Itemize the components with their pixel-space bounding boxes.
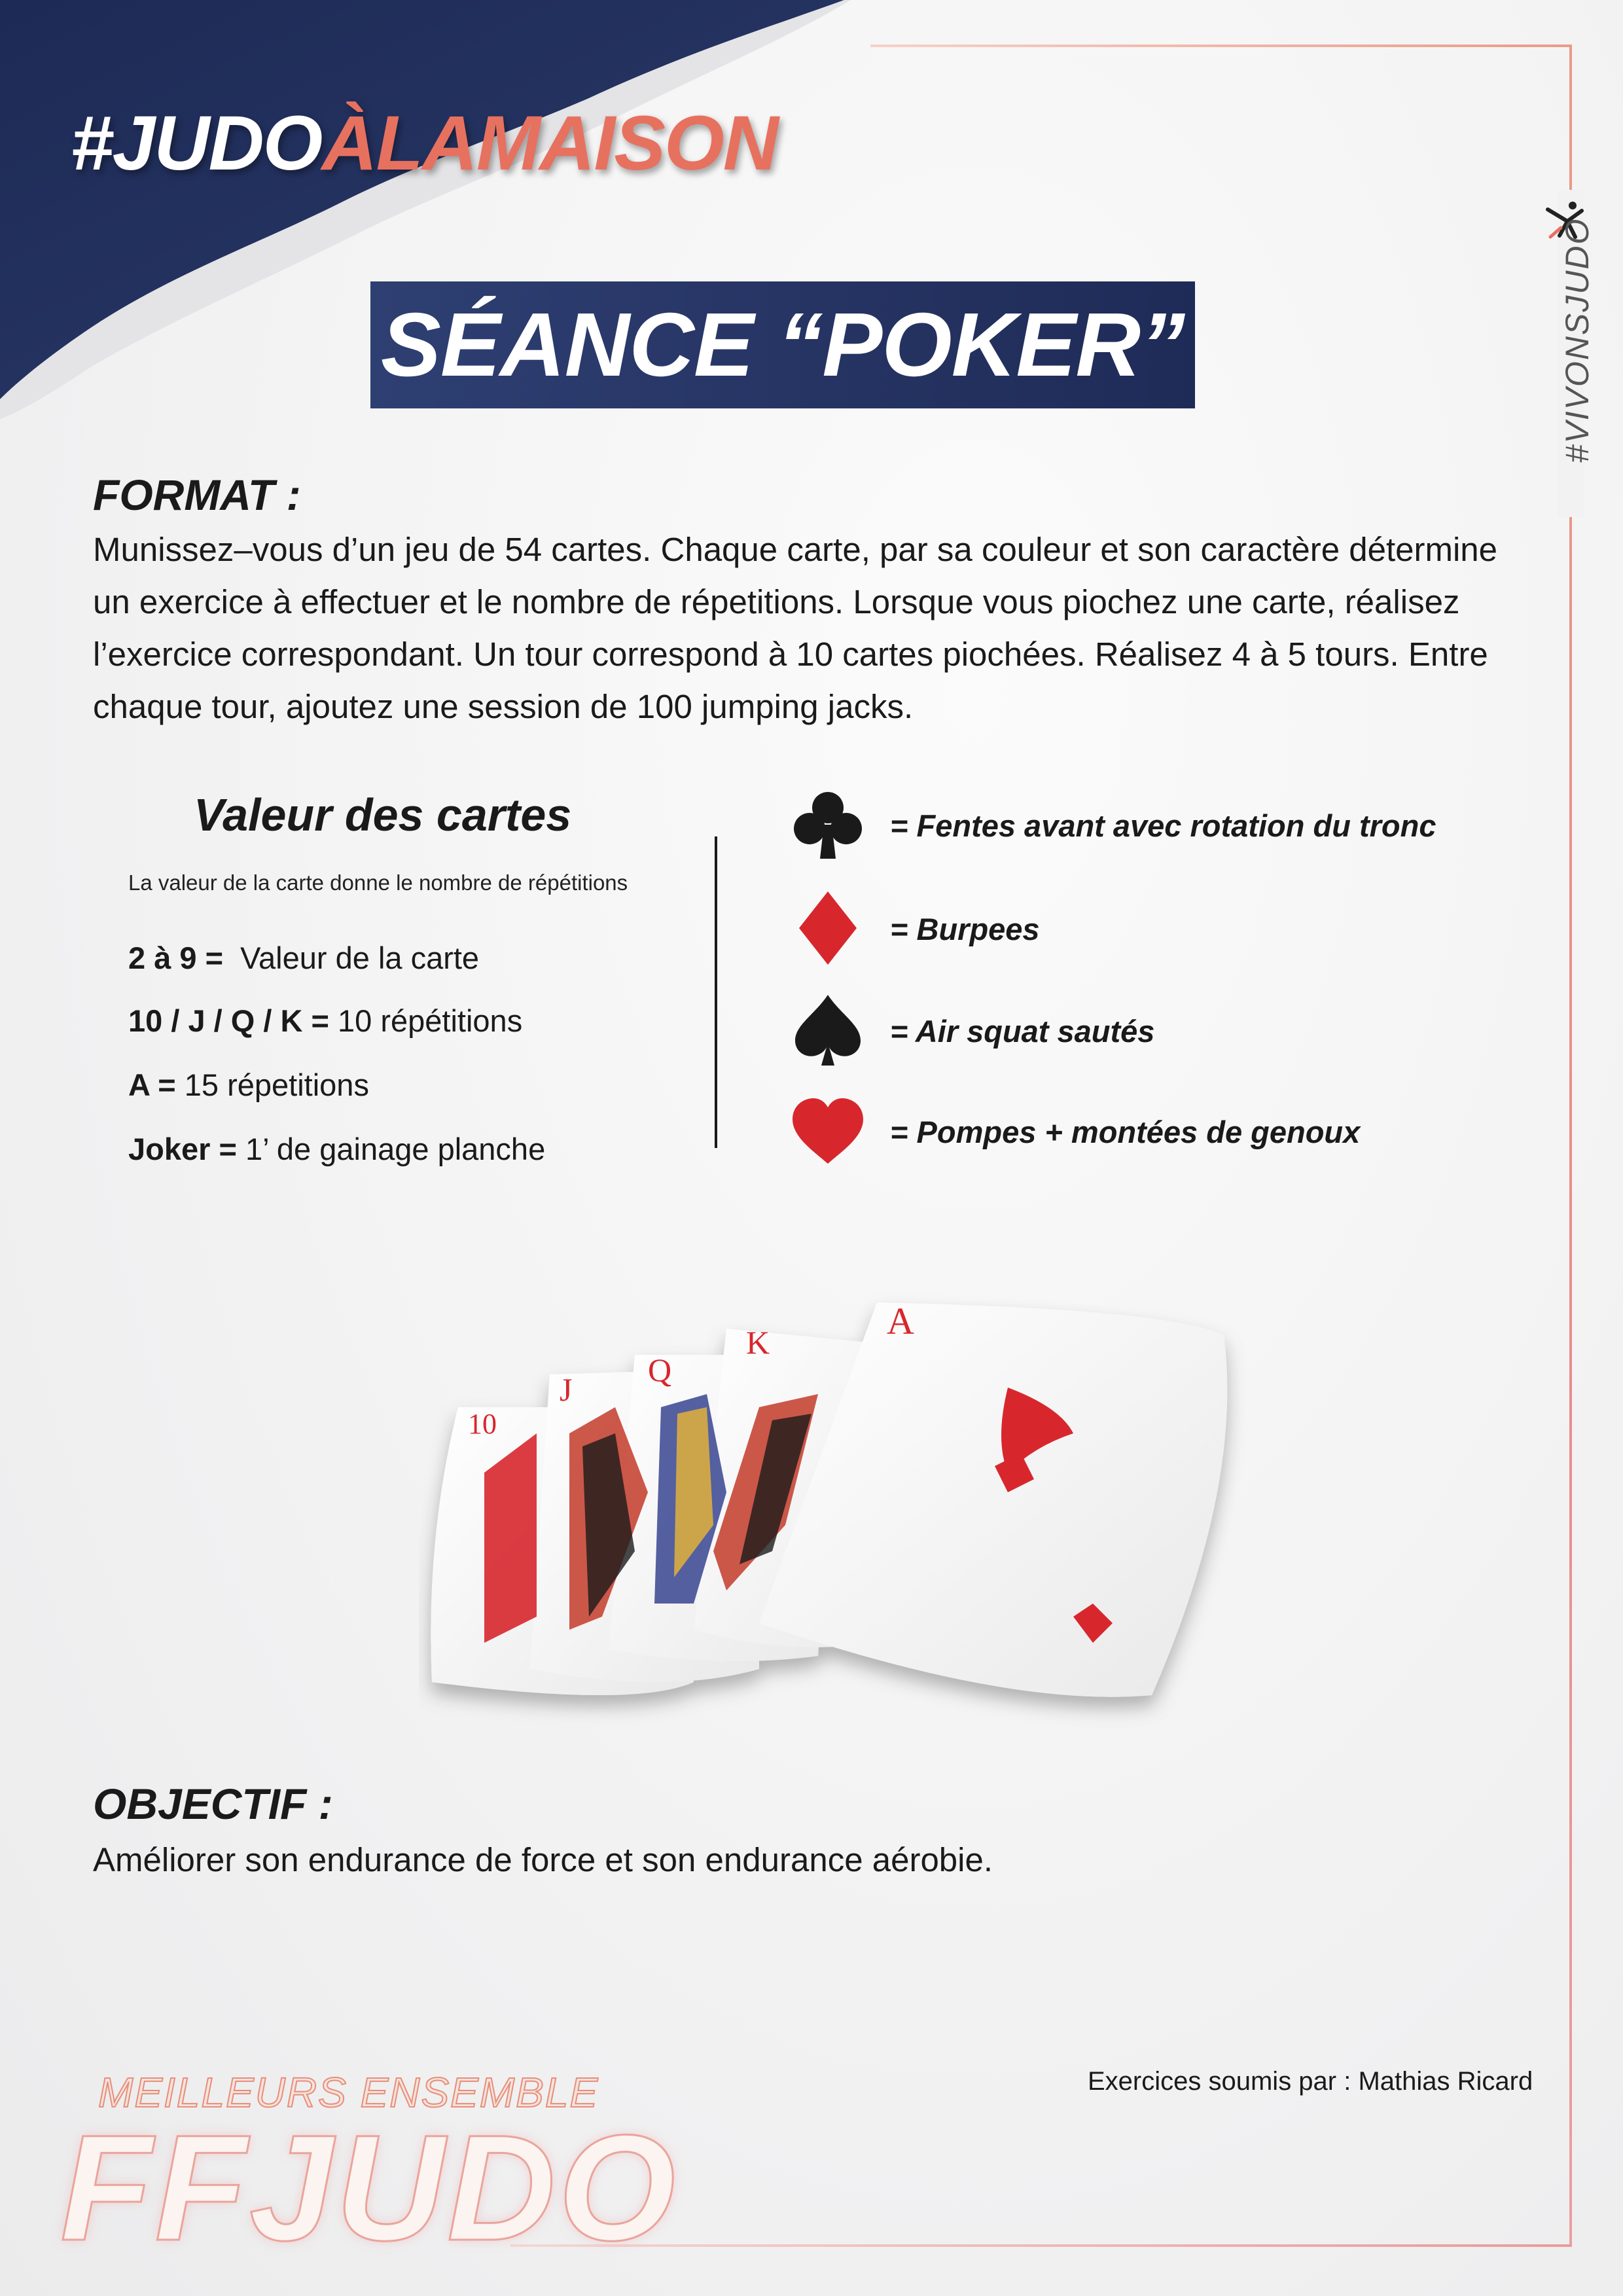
card-rank-a: A [887, 1300, 914, 1342]
club-icon [789, 785, 867, 864]
value-row-label: 2 à 9 = [128, 941, 224, 975]
column-divider [715, 836, 717, 1148]
value-row [128, 1003, 522, 1039]
credit-text: Exercices soumis par : Mathias Ricard [1088, 2067, 1533, 2096]
brand-name: FFJUDO [60, 2104, 678, 2272]
format-heading: FORMAT : [93, 471, 301, 519]
value-row [128, 940, 479, 976]
objectif-heading: OBJECTIF : [93, 1780, 333, 1828]
hashtag-part1: #JUDO [71, 100, 322, 187]
vertical-hashtag-text: #VIVONSJUDO [1559, 217, 1596, 463]
brand-tagline: MEILLEURS ENSEMBLE [98, 2069, 599, 2116]
page-title: SÉANCE “POKER” [380, 294, 1185, 395]
card-rank-j: J [560, 1371, 573, 1408]
heart-icon [789, 1092, 867, 1170]
hashtag-judo-a-la-maison [71, 100, 777, 187]
card-rank-q: Q [648, 1352, 672, 1388]
value-row [128, 1131, 545, 1167]
card-values-subtitle: La valeur de la carte donne le nombre de répétitions [128, 870, 628, 895]
frame-top-line [870, 45, 1572, 47]
hashtag-part2: ÀLAMAISON [321, 100, 777, 187]
value-row [128, 1067, 369, 1103]
value-row-value: 10 répétitions [338, 1003, 523, 1038]
diamond-icon [789, 889, 867, 967]
value-row-value: Valeur de la carte [240, 941, 480, 975]
card-values-title: Valeur des cartes [194, 789, 572, 840]
suit-label-spades: = Air squat sautés [890, 1014, 1155, 1049]
card-rank-10: 10 [468, 1408, 497, 1440]
title-banner [370, 281, 1195, 408]
value-row-label: Joker = [128, 1132, 237, 1166]
playing-cards-illustration [419, 1276, 1296, 1748]
spade-icon [789, 991, 867, 1069]
value-row-value: 15 répetitions [184, 1067, 369, 1102]
suit-label-hearts: = Pompes + montées de genoux [890, 1115, 1361, 1149]
format-text: Munissez–vous d’un jeu de 54 cartes. Chaque carte, par sa couleur et son caractère détermine un exercice à effectuer et le nombre de répetitions. Lorsque vous piochez une carte, réalisez l’exercice correspondant. Un tour correspond à 10 cartes piochées. Réalisez 4 à 5 tours. Entre chaque tour, ajoutez une session de 100 jumping jacks. [93, 531, 1498, 725]
value-row-label: A = [128, 1067, 176, 1102]
objectif-text: Améliorer son endurance de force et son endurance aérobie. [93, 1841, 993, 1878]
value-row-label: 10 / J / Q / K = [128, 1003, 329, 1038]
value-row-value: 1’ de gainage planche [245, 1132, 546, 1166]
vertical-hashtag [1559, 196, 1596, 484]
suit-label-diamonds: = Burpees [890, 912, 1040, 946]
card-rank-k: K [746, 1324, 770, 1361]
suit-label-clubs: = Fentes avant avec rotation du tronc [890, 808, 1436, 843]
